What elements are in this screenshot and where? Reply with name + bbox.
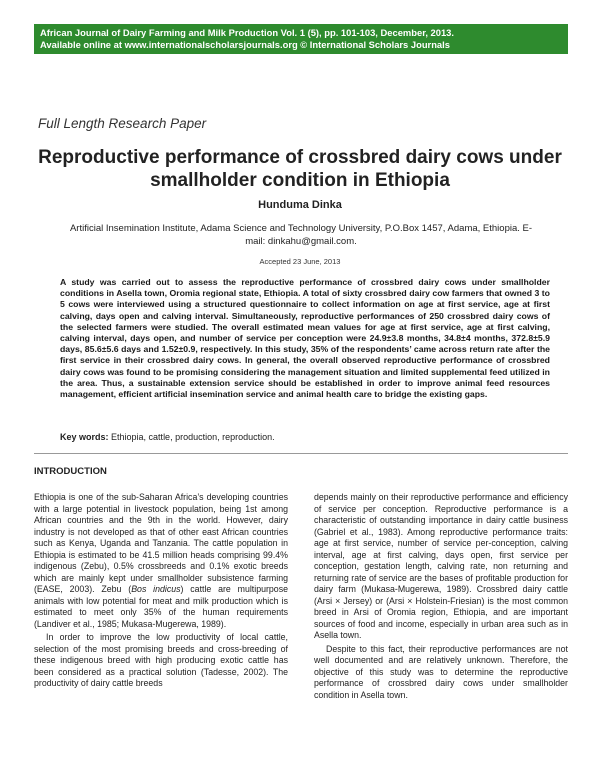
intro-p1-text-b: ) cattle are multipurpose animals with low potential for meat and milk production which is estimated to meet only 35% of the human requirements (Landiver et al., 1985; Mukasa-Mugerewa, 1989).	[34, 584, 288, 629]
intro-paragraph-1	[34, 492, 288, 630]
paper-title: Reproductive performance of crossbred dairy cows under smallholder condition in Ethiopia	[38, 147, 562, 191]
right-column	[314, 492, 568, 701]
intro-paragraph-2: In order to improve the low productivity of local cattle, selection of the most promising breeds and cross-breeding of these indigenous breed with high producing exotic cattle has been considered as a practical solution (Tadesse, 2002). The productivity of dairy cattle breeds	[34, 632, 288, 688]
author-name: Hunduma Dinka	[258, 199, 342, 211]
intro-p1-text-a: Ethiopia is one of the sub-Saharan Africa’s developing countries with a large potential in livestock population, being 1st among African countries and the 9th in the world. However, dairy industry is not developed as that of other east African countries such as Kenya, Uganda and Tanzania. The cattle population in Ethiopia is estimated to be 41.5 million heads comprising 99.4% indigenous (Zebu), 0.5% crossbreeds and 0.1% exotic breeds which are mainly kept under smallholder subsistence farming (EASE, 2003). Zebu (	[34, 492, 288, 594]
intro-paragraph-3: depends mainly on their reproductive performance and efficiency of service per conception. Reproductive performance is a characteristic of outstanding importance in dairy cattle business (Gabriel et al., 1983). Among reproductive performance traits: age at first service, number of service per-conception, calving interval, age at first calving, days open, first service per conception, gestation length, calving rate, non returning and returning rate of service are the bases of profitable production for dairy farm (Mukasa-Mugerewa, 1989). Crossbred dairy cattle (Arsi × Jersey) or (Arsi × Holstein-Friesian) is the most common breed in Arsi of Oromia region, Ethiopia, and are important sources of food and income, especially in urban area such as in Asella town.	[314, 492, 568, 640]
introduction-heading: INTRODUCTION	[34, 466, 107, 477]
keywords-label: Key words:	[60, 432, 109, 442]
left-column	[34, 492, 288, 690]
author-affiliation: Artificial Insemination Institute, Adama Science and Technology University, P.O.Box 1457, Adama, Ethiopia. E-mail: dinkahu@gmail.com.	[69, 223, 533, 247]
intro-p1-species: Bos indicus	[131, 584, 181, 594]
paper-type: Full Length Research Paper	[38, 116, 207, 131]
section-divider	[34, 453, 568, 454]
intro-paragraph-4: Despite to this fact, their reproductive performances are not well documented and are relatively unknown. Therefore, the objective of this study was to determine the reproductive performance of crossbred dairy cows under smallholder condition in Asella town.	[314, 643, 568, 700]
journal-banner	[34, 24, 568, 54]
journal-availability: Available online at www.internationalscholarsjournals.org © International Scholars Journals	[40, 39, 450, 50]
abstract: A study was carried out to assess the reproductive performance of crossbred dairy cows under smallholder conditions in Asella town, Oromia regional state, Ethiopia. A total of sixty crossbred dairy cow farmers that owned 3 to 5 cows were interviewed using a structured questionnaire to collect information on age at first service, age at first calving, days open and calving interval. Simultaneously, reproductive performances of 250 crossbred dairy cows of the selected farmers were studied. The overall estimated mean values for age at first service, age at first calving, calving interval, days open, and number of service per conception were 24.9±3.8 months, 34.8±4 months, 372.8±5.9 days, 85.6±5.6 days and 1.52±0.9, respectively. In this study, 35% of the respondents’ came across return rate after the first service in their crossbred dairy cows. In general, the overall observed reproductive performance of crossbred dairy cows was found to be promising considering the management situation and limited supplemental feed utilized in the area. Thus, a sustainable extension service should be established in order to improve animal feed resources management, efficient artificial insemination service and animal health care to bridge the existing gaps.	[60, 277, 550, 400]
keywords	[60, 432, 550, 442]
keywords-value: Ethiopia, cattle, production, reproduction.	[111, 432, 275, 442]
journal-citation: African Journal of Dairy Farming and Milk Production Vol. 1 (5), pp. 101-103, December, 2013.	[40, 27, 455, 38]
accepted-date: Accepted 23 June, 2013	[259, 257, 341, 266]
